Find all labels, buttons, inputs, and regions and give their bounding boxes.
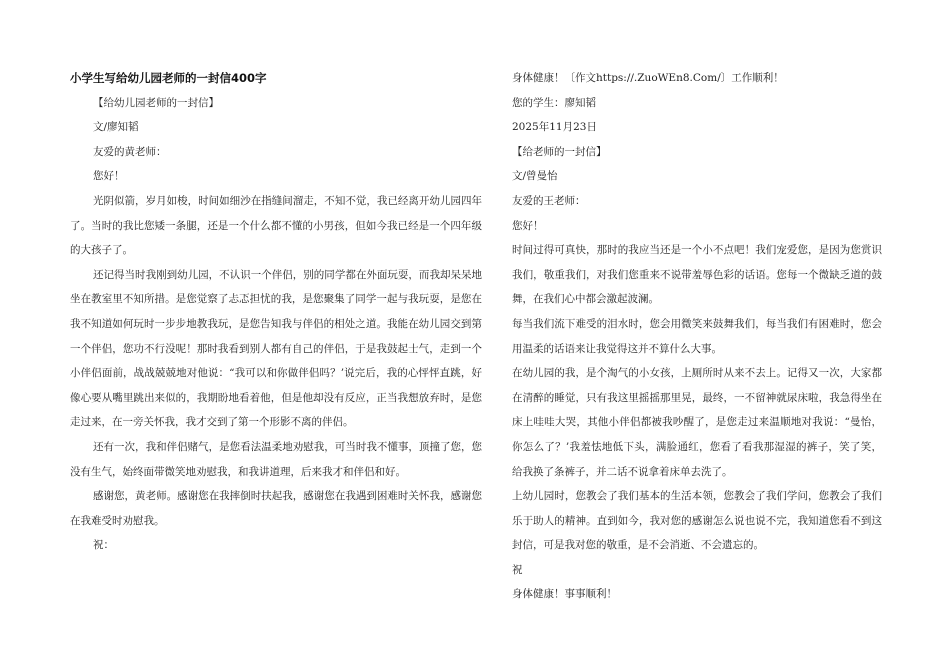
letter-hello: 您好！ — [512, 219, 544, 232]
paragraph: 每当我们流下难受的泪水时，您会用微笑来鼓舞我们，每当我们有困难时，您会用温柔的话语来让我觉得这并不算什么大事。 — [512, 317, 882, 355]
paragraph: 光阴似箭，岁月如梭，时间如细沙在指缝间溜走，不知不觉，我已经离开幼儿园四年了。当时的我比您矮一条腿，还是一个什么都不懂的小男孩，但如今我已经是一个四年级的大孩子了。 — [70, 194, 482, 257]
right-column — [512, 66, 882, 607]
letter-date: 2025年11月23日 — [512, 121, 597, 134]
paragraph: 时间过得可真快，那时的我应当还是一个小不点吧！我们宠爱您，是因为您赏识我们，敬重我们，对我们您重来不说带羞辱色彩的话语。您每一个微缺乏道的鼓舞，在我们心中都会激起波澜。 — [512, 244, 882, 306]
letter-author: 文/曾曼怡 — [512, 170, 558, 183]
letter-final-wish: 身体健康！事事顺利！ — [512, 588, 617, 601]
paragraph: 上幼儿园时，您教会了我们基本的生活本领，您教会了我们学问，您教会了我们乐于助人的精神。直到如今，我对您的感谢怎么说也说不完，我知道您看不到这封信，可是我对您的敬重，是不会消逝、不会遗忘的。 — [512, 490, 882, 552]
left-column — [70, 66, 482, 558]
letter-wish: 身体健康！〔作文https://.ZuoWEn8.Com/〕工作顺利！ — [512, 72, 784, 84]
letter-closing: 祝 — [512, 563, 523, 576]
letter-greeting: 友爱的黄老师： — [93, 145, 167, 158]
letter-signature: 您的学生：廖知韬 — [512, 96, 596, 109]
letter-heading: 【给老师的一封信】 — [512, 145, 607, 158]
letter-greeting: 友爱的王老师： — [512, 194, 586, 207]
document-title: 小学生写给幼儿园老师的一封信400字 — [70, 71, 267, 85]
paragraph: 在幼儿园的我，是个淘气的小女孩，上厕所时从来不去上。记得又一次，大家都在清醉的睡觉，只有我这里摇摇那里晃，最终，一不留神就尿床啦，我急得坐在床上哇哇大哭，其他小伴侣都被我吵醒了，是您走过来温顺地对我说：“曼怡，你怎么了？’我羞怯地低下头，满脸通红，您看了看我那湿湿的裤子，笑了笑，给我换了条裤子，并二话不说拿着床单去洗了。 — [512, 367, 882, 478]
letter-author: 文/廖知韬 — [93, 121, 139, 134]
letter-heading: 【给幼儿园老师的一封信】 — [93, 96, 219, 109]
letter-closing: 祝： — [93, 539, 114, 552]
paragraph: 感谢您，黄老师。感谢您在我摔倒时扶起我，感谢您在我遇到困难时关怀我，感谢您在我难受时劝慰我。 — [70, 490, 482, 527]
paragraph: 还记得当时我刚到幼儿园，不认识一个伴侣，别的同学都在外面玩耍，而我却呆呆地坐在教室里不知所措。是您觉察了忐忑担忧的我，是您聚集了同学一起与我玩耍，是您在我不知道如何玩时一步步地教我玩，是您告知我与伴侣的相处之道。我能在幼儿园交到第一个伴侣，您功不行没呢！那时我看到别人都有自己的伴侣，于是我鼓起士气，走到一个小伴侣面前，战战兢兢地对他说：“我可以和你做伴侣吗？’说完后，我的心怦怦直跳，好像心要从嘴里跳出来似的，我期盼地看着他，但是他却没有反应，正当我想放弃时，是您走过来，在一旁关怀我，我才交到了第一个形影不离的伴侣。 — [70, 268, 482, 429]
letter-hello: 您好！ — [93, 170, 125, 183]
paragraph: 还有一次，我和伴侣赌气，是您看法温柔地劝慰我，可当时我不懂事，顶撞了您，您没有生气，始终面带微笑地劝慰我，和我讲道理，后来我才和伴侣和好。 — [70, 440, 482, 478]
